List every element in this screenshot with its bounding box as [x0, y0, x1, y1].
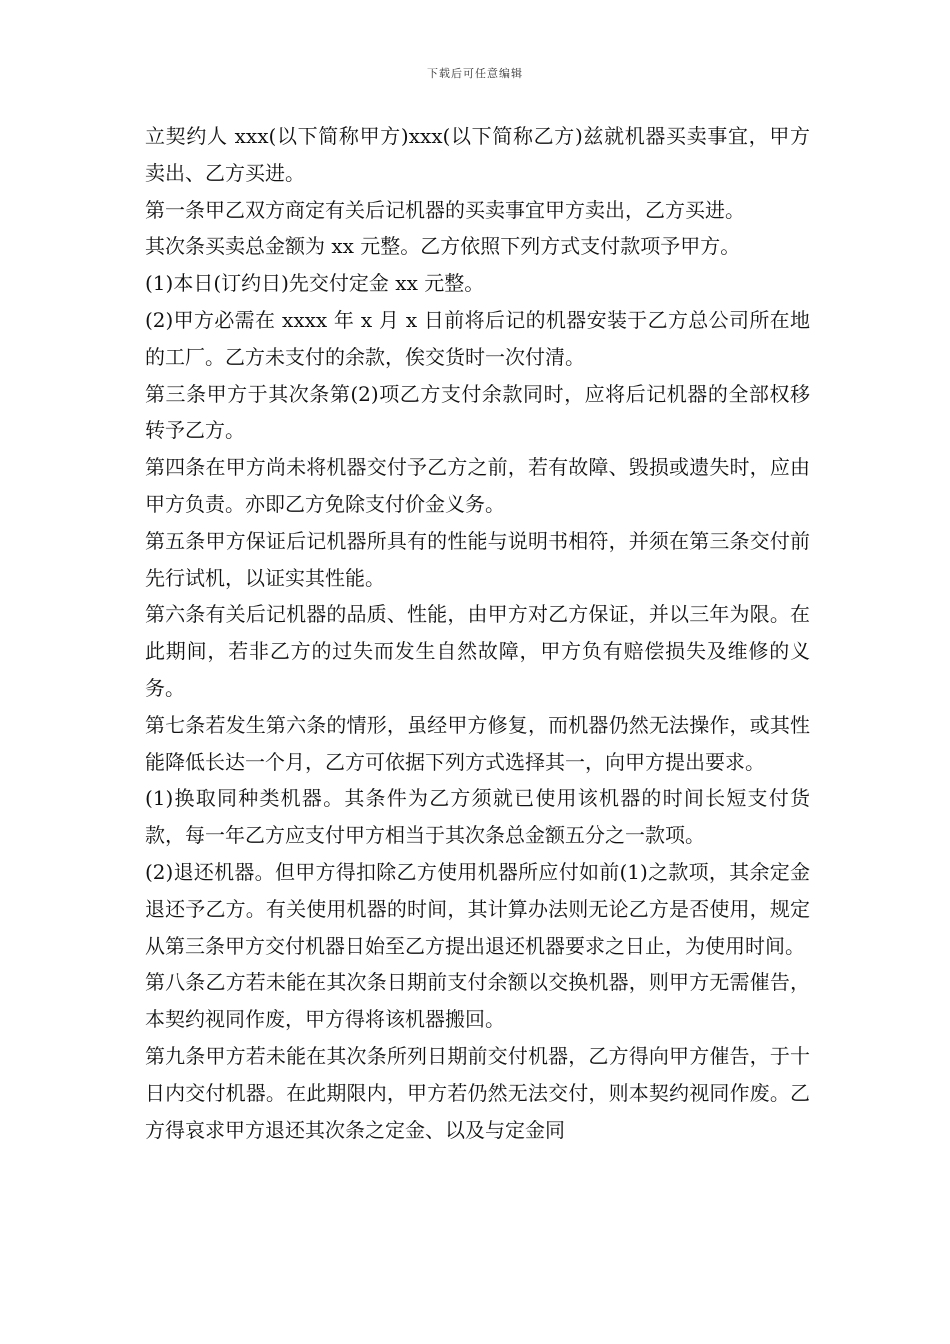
paragraph-article-2-item-1: (1)本日(订约日)先交付定金 xx 元整。	[145, 271, 485, 296]
contract-body	[145, 118, 810, 1148]
paragraph-article-9: 第九条甲方若未能在其次条所列日期前交付机器，乙方得向甲方催告，于十日内交付机器。在此期限内，甲方若仍然无法交付，则本契约视同作废。乙方得哀求甲方退还其次条之定金、以及与定金同	[145, 1043, 810, 1142]
paragraph-article-1: 第一条甲乙双方商定有关后记机器的买卖事宜甲方卖出，乙方买进。	[145, 197, 745, 222]
paragraph-article-7-item-1: (1)换取同种类机器。其条件为乙方须就已使用该机器的时间长短支付货款，每一年乙方应支付甲方相当于其次条总金额五分之一款项。	[145, 786, 810, 848]
paragraph-preamble: 立契约人 xxx(以下简称甲方)xxx(以下简称乙方)兹就机器买卖事宜，甲方卖出、乙方买进。	[145, 124, 810, 185]
paragraph-article-7: 第七条若发生第六条的情形，虽经甲方修复，而机器仍然无法操作，或其性能降低长达一个月，乙方可依据下列方式选择其一，向甲方提出要求。	[145, 712, 810, 774]
paragraph-article-8: 第八条乙方若未能在其次条日期前支付余额以交换机器，则甲方无需催告，本契约视同作废，甲方得将该机器搬回。	[145, 970, 810, 1032]
paragraph-article-5: 第五条甲方保证后记机器所具有的性能与说明书相符，并须在第三条交付前先行试机，以证实其性能。	[145, 528, 810, 590]
paragraph-article-7-item-2: (2)退还机器。但甲方得扣除乙方使用机器所应付如前(1)之款项，其余定金退还予乙方。有关使用机器的时间，其计算办法则无论乙方是否使用，规定从第三条甲方交付机器日始至乙方提出退还机器要求之日止，为使用时间。	[145, 859, 810, 958]
paragraph-article-2: 其次条买卖总金额为 xx 元整。乙方依照下列方式支付款项予甲方。	[145, 234, 741, 259]
paragraph-article-2-item-2: (2)甲方必需在 xxxx 年 x 月 x 日前将后记的机器安装于乙方总公司所在地的工厂。乙方未支付的余款，俟交货时一次付清。	[145, 307, 810, 369]
paragraph-article-3: 第三条甲方于其次条第(2)项乙方支付余款同时，应将后记机器的全部权移转予乙方。	[145, 381, 810, 443]
paragraph-article-4: 第四条在甲方尚未将机器交付予乙方之前，若有故障、毁损或遗失时，应由甲方负责。亦即乙方免除支付价金义务。	[145, 455, 810, 516]
page-header: 下载后可任意编辑	[427, 67, 523, 80]
paragraph-article-6: 第六条有关后记机器的品质、性能，由甲方对乙方保证，并以三年为限。在此期间，若非乙方的过失而发生自然故障，甲方负有赔偿损失及维修的义务。	[145, 602, 810, 700]
